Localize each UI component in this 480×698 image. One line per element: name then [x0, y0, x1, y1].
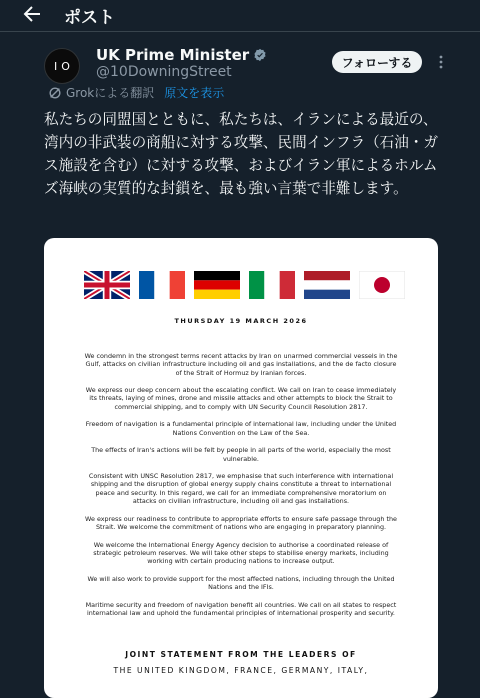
more-options-icon[interactable]	[436, 52, 446, 72]
statement-paragraph: We condemn in the strongest terms recent attacks by Iran on unarmed commercial vessels in the Gulf, attacks on civilian infrastructure including oil and gas installations, and the de facto closure of the Strait of Hormuz by Iranian forces.	[84, 352, 398, 377]
avatar-text: IO	[54, 59, 74, 73]
header-divider	[0, 31, 480, 32]
show-original-link[interactable]: 原文を表示	[164, 86, 225, 100]
joint-statement-heading: JOINT STATEMENT FROM THE LEADERS OF	[125, 650, 357, 659]
statement-image[interactable]	[44, 238, 438, 698]
flag-france	[139, 271, 185, 299]
translation-row	[48, 84, 224, 101]
author-name-row	[96, 46, 267, 64]
flags-row	[84, 271, 414, 299]
avatar[interactable]	[44, 48, 80, 84]
flag-italy	[249, 271, 295, 299]
post-text: 私たちの同盟国とともに、私たちは、イランによる最近の、湾内の非武装の商船に対する攻撃、民間インフラ（石油・ガス施設を含む）に対する攻撃、およびイラン軍によるホルムズ海峡の実質的な封鎖を、最も強い言葉で非難します。	[44, 111, 439, 197]
statement-paragraph: Consistent with UNSC Resolution 2817, we emphasise that such interference with international shipping and the disruption of global energy supply chains constitute a threat to international peace and security. In this regard, we call for an immediate comprehensive moratorium on attacks on civilian infrastructure, including oil and gas installations.	[88, 472, 394, 506]
statement-paragraph: Maritime security and freedom of navigation benefit all countries. We call on all states to respect international law and uphold the fundamental principles of international prosperity and security.	[85, 600, 397, 617]
statement-paragraph: We welcome the International Energy Agency decision to authorise a coordinated release of strategic petroleum reserves. We will take other steps to stabilise energy markets, including working with certain producing nations to increase output.	[93, 540, 389, 566]
author-handle[interactable]: @10DowningStreet	[96, 64, 232, 80]
follow-button[interactable]: フォローする	[332, 51, 422, 73]
statement-paragraph: Freedom of navigation is a fundamental principle of international law, including under the United Nations Convention on the Law of the Sea.	[85, 420, 397, 437]
statement-paragraph: We express our deep concern about the escalating conflict. We call on Iran to cease immediately its threats, laying of mines, drone and missile attacks and other attempts to block the Strait to commercial shipping, and to comply with UN Security Council Resolution 2817.	[85, 386, 397, 411]
author-name[interactable]: UK Prime Minister	[96, 46, 250, 64]
statement-body	[84, 352, 398, 627]
flag-uk	[84, 271, 130, 299]
top-bar	[0, 0, 480, 32]
grok-icon	[48, 86, 62, 100]
statement-paragraph: We express our readiness to contribute to appropriate efforts to ensure safe passage through the Strait. We welcome the commitment of nations who are engaging in preparatory planning.	[85, 514, 397, 531]
arrow-left-icon[interactable]	[20, 2, 44, 26]
translation-label: Grokによる翻訳	[66, 86, 155, 100]
flag-germany	[194, 271, 240, 299]
statement-paragraph: The effects of Iran's actions will be felt by people in all parts of the world, especially the most vulnerable.	[91, 446, 391, 463]
statement-paragraph: We will also work to provide support for the most affected nations, including through the United Nations and the IFIs.	[87, 574, 395, 592]
statement-date: THURSDAY 19 MARCH 2026	[174, 317, 308, 325]
verified-badge-icon	[253, 48, 267, 62]
page-title: ポスト	[64, 8, 115, 28]
flag-japan	[359, 271, 405, 299]
flag-netherlands	[304, 271, 350, 299]
joint-statement-countries: THE UNITED KINGDOM, FRANCE, GERMANY, ITALY,	[113, 666, 369, 675]
